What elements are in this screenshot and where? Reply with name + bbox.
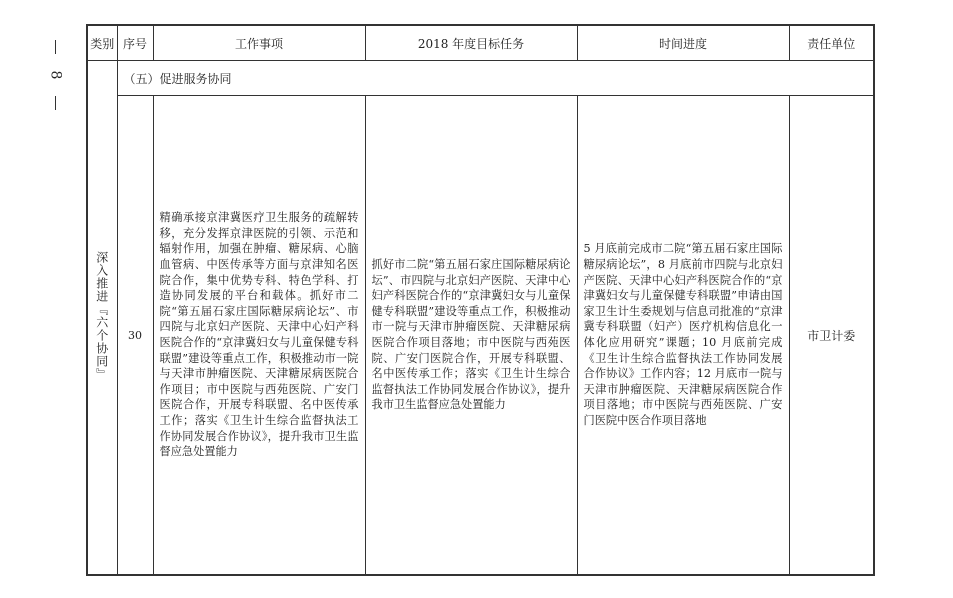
header-unit: 责任单位 xyxy=(789,25,874,61)
row-unit: 市卫计委 xyxy=(789,96,874,576)
header-work-item: 工作事项 xyxy=(153,25,365,61)
row-progress: 5 月底前完成市二院“第五届石家庄国际糖尿病论坛”，8 月底前市四院与北京妇产医院、天津中心妇产科医院合作的“京津冀妇女与儿童保健专科联盟”申请由国家卫生计生委规划与信息司批准的“京津冀专科联盟（妇产）医疗机构信息化一体化应用研究”课题；10 月底前完成《卫生计生综合监督执法工作协同发展合作协议》工作内容；12 月底市一院与天津市肿瘤医院、天津糖尿病医院合作项目落地；市中医院与西苑医院、广安门医院中医合作项目落地 xyxy=(577,96,789,576)
work-plan-table xyxy=(86,24,875,576)
row-seq: 30 xyxy=(117,96,153,576)
header-category: 类别 xyxy=(87,25,117,61)
header-seq: 序号 xyxy=(117,25,153,61)
category-label: 深入推进『六个协同』 xyxy=(94,250,109,381)
table-row xyxy=(87,96,874,576)
row-work-item: 精确承接京津冀医疗卫生服务的疏解转移，充分发挥京津医院的引领、示范和辐射作用，加强在肿瘤、糖尿病、心脑血管病、中医传承等方面与京津知名医院合作，集中优势专科、特色学科、打造协同发展的平台和载体。抓好市二院“第五届石家庄国际糖尿病论坛”、市四院与北京妇产医院、天津中心妇产科医院合作的“京津冀妇女与儿童保健专科联盟”建设等重点工作，积极推动市一院与天津市肿瘤医院、天津糖尿病医院合作项目；市中医院与西苑医院、广安门医院合作，开展专科联盟、名中医传承工作；落实《卫生计生综合监督执法工作协同发展合作协议》，提升我市卫生监督应急处置能力 xyxy=(153,96,365,576)
section-row xyxy=(87,61,874,96)
page-number-dash-bottom xyxy=(55,96,56,110)
header-progress: 时间进度 xyxy=(577,25,789,61)
category-cell xyxy=(87,61,117,576)
page-number-dash-top xyxy=(55,40,56,54)
row-target: 抓好市二院“第五届石家庄国际糖尿病论坛”、市四院与北京妇产医院、天津中心妇产科医院合作的“京津冀妇女与儿童保健专科联盟”建设等重点工作，积极推动市一院与天津市肿瘤医院、天津糖尿病医院合作项目落地；市中医院与西苑医院、广安门医院合作，开展专科联盟、名中医传承工作；落实《卫生计生综合监督执法工作协同发展合作协议》，提升我市卫生监督应急处置能力 xyxy=(365,96,577,576)
page-number-marker xyxy=(44,40,66,110)
page-number: 8 xyxy=(46,70,63,80)
header-target: 2018 年度目标任务 xyxy=(365,25,577,61)
section-title: （五）促进服务协同 xyxy=(117,61,874,96)
header-row xyxy=(87,25,874,61)
